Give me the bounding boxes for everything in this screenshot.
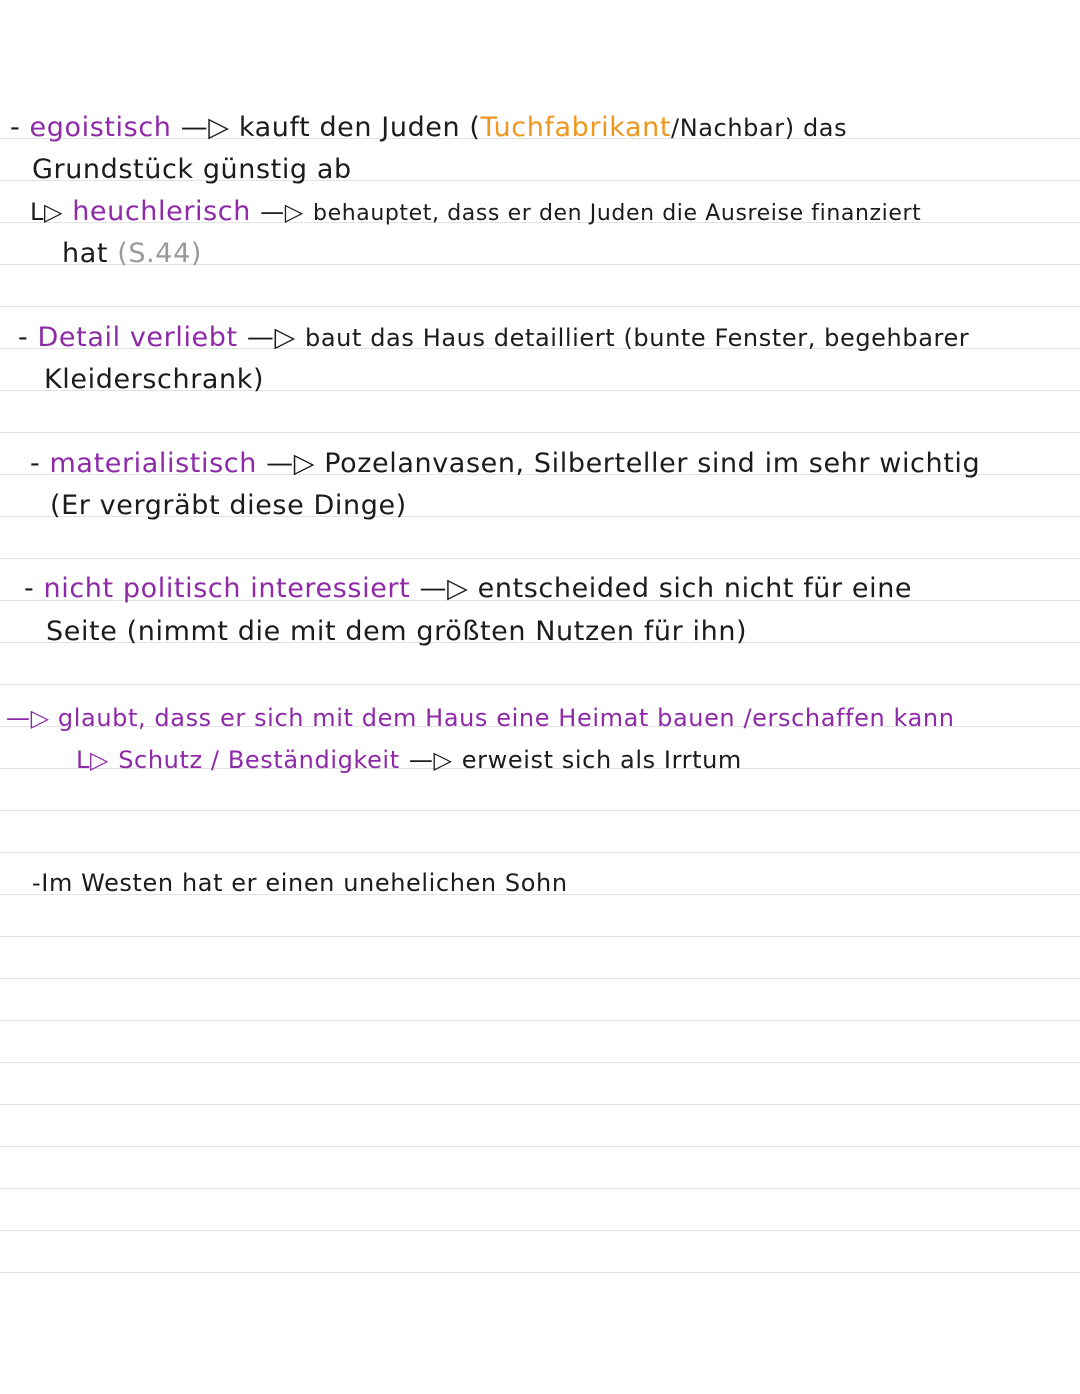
note-line-heimat [6, 700, 955, 736]
arrow-right-icon: —▷ [419, 573, 469, 604]
rule-line [0, 1188, 1080, 1189]
note-text: (Er vergräbt diese Dinge) [50, 490, 407, 521]
note-text: entscheided sich nicht für eine [477, 573, 913, 604]
arrow-right-icon: —▷ [266, 448, 316, 479]
note-text: baut das Haus detailliert (bunte Fenster, begehbarer [305, 324, 970, 352]
trait-term: egoistisch [29, 112, 172, 143]
rule-line [0, 810, 1080, 811]
trait-term: Schutz / Beständigkeit [118, 746, 400, 774]
note-text: behauptet, dass er den Juden die Ausreise finanziert [313, 201, 922, 226]
bullet-dash: - [24, 573, 35, 604]
arrow-right-icon: —▷ [6, 704, 50, 732]
rule-line [0, 558, 1080, 559]
trait-term: heuchlerisch [72, 196, 251, 227]
note-line-egoistisch [10, 110, 847, 146]
note-text: -Im Westen hat er einen unehelichen Sohn [32, 869, 568, 897]
arrow-right-icon: —▷ [246, 322, 296, 353]
rule-line [0, 1062, 1080, 1063]
note-line-continuation [62, 236, 202, 272]
note-line-schutz [76, 742, 742, 778]
note-text: Seite (nimmt die mit dem größten Nutzen für ihn) [46, 616, 748, 647]
note-text: glaubt, dass er sich mit dem Haus eine Heimat bauen /erschaffen kann [57, 704, 955, 732]
note-line-continuation [46, 614, 747, 650]
rule-line [0, 1104, 1080, 1105]
trait-term: Detail verliebt [37, 322, 238, 353]
arrow-right-icon: —▷ [260, 198, 304, 226]
note-text: Grundstück günstig ab [32, 154, 352, 185]
note-text: erweist sich als Irrtum [461, 746, 742, 774]
branch-arrow-icon: L▷ [76, 746, 110, 774]
trait-term: nicht politisch interessiert [43, 573, 411, 604]
rule-line [0, 1272, 1080, 1273]
bullet-dash: - [18, 322, 29, 353]
rule-line [0, 306, 1080, 307]
note-text: kauft den Juden ( [238, 112, 481, 143]
bullet-dash: - [30, 448, 41, 479]
rule-line [0, 1146, 1080, 1147]
rule-line [0, 1230, 1080, 1231]
note-line-detail-verliebt [18, 320, 969, 356]
note-line-continuation [44, 362, 264, 398]
rule-line [0, 936, 1080, 937]
branch-arrow-icon: L▷ [30, 198, 64, 226]
rule-line [0, 432, 1080, 433]
rule-line [0, 978, 1080, 979]
highlight-orange: Tuchfabrikant [480, 112, 672, 143]
rule-line [0, 684, 1080, 685]
note-text: Pozelanvasen, Silberteller sind im sehr wichtig [324, 448, 981, 479]
page-reference: (S.44) [117, 238, 202, 269]
note-line-continuation [32, 152, 352, 188]
note-text: hat [62, 238, 109, 269]
bullet-dash: - [10, 112, 21, 143]
rule-line [0, 852, 1080, 853]
rule-line [0, 1020, 1080, 1021]
note-line-continuation [50, 488, 407, 524]
note-line-nicht-politisch [24, 571, 912, 607]
arrow-right-icon: —▷ [408, 746, 453, 774]
trait-term: materialistisch [49, 448, 257, 479]
note-text: Kleiderschrank) [44, 364, 265, 395]
note-line-materialistisch [30, 446, 980, 482]
arrow-right-icon: —▷ [180, 112, 230, 143]
note-line-sohn [32, 865, 568, 901]
note-text: /Nachbar) das [671, 114, 848, 142]
note-line-heuchlerisch [30, 194, 921, 232]
